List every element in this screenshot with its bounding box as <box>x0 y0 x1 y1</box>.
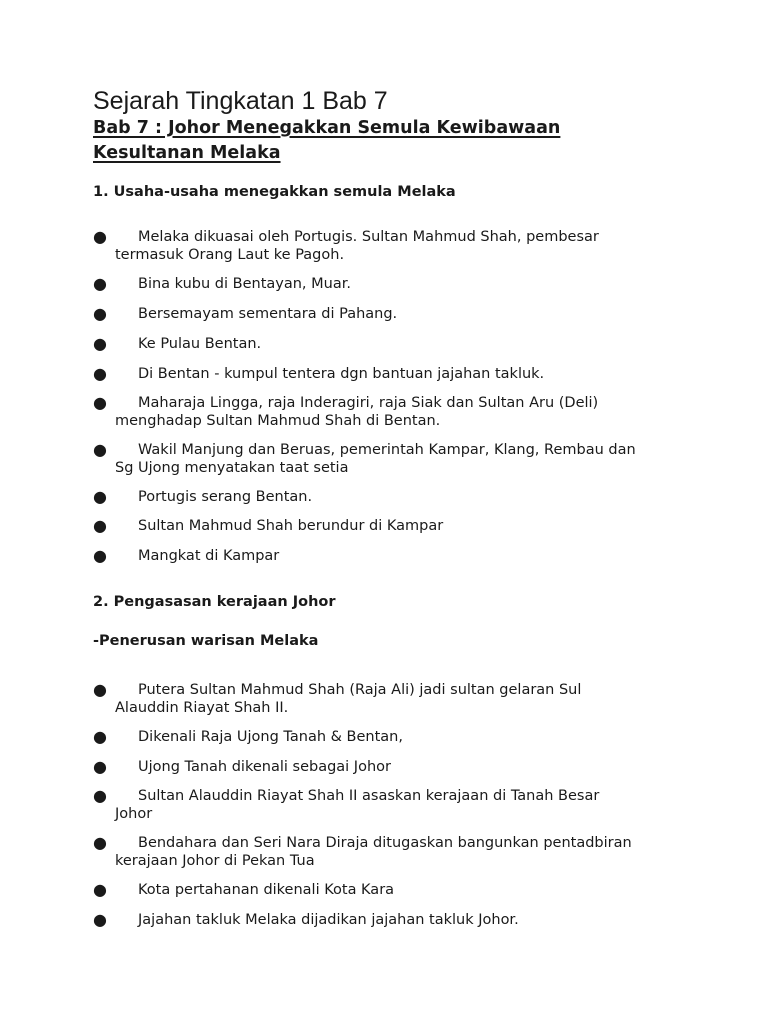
chapter-title-line1: Bab 7 : Johor Menegakkan Semula Kewibawaan <box>93 118 561 138</box>
list-item: ● Wakil Manjung dan Beruas, pemerintah Kampar, Klang, Rembau dan Sg Ujong menyatakan taat setia <box>93 440 636 476</box>
bullet-icon: ● <box>93 757 107 776</box>
document-title: Sejarah Tingkatan 1 Bab 7 <box>93 87 388 115</box>
list-item: ● Jajahan takluk Melaka dijadikan jajahan takluk Johor. <box>93 910 519 929</box>
list-item: ● Maharaja Lingga, raja Inderagiri, raja Siak dan Sultan Aru (Deli) menghadap Sultan Mahmud Shah di Bentan. <box>93 393 599 429</box>
bullet-icon: ● <box>93 440 107 459</box>
bullet-icon: ● <box>93 227 107 246</box>
bullet-icon: ● <box>93 910 107 929</box>
list-item: ● Dikenali Raja Ujong Tanah & Bentan, <box>93 727 403 746</box>
list-item: ● Bina kubu di Bentayan, Muar. <box>93 274 351 293</box>
bullet-icon: ● <box>93 680 107 699</box>
list-item: ● Di Bentan - kumpul tentera dgn bantuan jajahan takluk. <box>93 364 545 383</box>
list-item: ● Sultan Alauddin Riayat Shah II asaskan kerajaan di Tanah Besar Johor <box>93 786 600 822</box>
section2-subheading: -Penerusan warisan Melaka <box>93 633 319 649</box>
bullet-icon: ● <box>93 334 107 353</box>
bullet-icon: ● <box>93 786 107 805</box>
bullet-icon: ● <box>93 364 107 383</box>
list-item: ● Ujong Tanah dikenali sebagai Johor <box>93 757 391 776</box>
list-item: ● Bersemayam sementara di Pahang. <box>93 304 398 323</box>
list-item: ● Portugis serang Bentan. <box>93 487 313 506</box>
bullet-icon: ● <box>93 274 107 293</box>
bullet-icon: ● <box>93 880 107 899</box>
bullet-icon: ● <box>93 833 107 852</box>
list-item: ● Melaka dikuasai oleh Portugis. Sultan Mahmud Shah, pembesar termasuk Orang Laut ke Pagoh. <box>93 227 599 263</box>
bullet-icon: ● <box>93 546 107 565</box>
section2-heading: 2. Pengasasan kerajaan Johor <box>93 594 336 610</box>
bullet-icon: ● <box>93 487 107 506</box>
list-item: ● Kota pertahanan dikenali Kota Kara <box>93 880 395 899</box>
list-item: ● Putera Sultan Mahmud Shah (Raja Ali) jadi sultan gelaran Sul Alauddin Riayat Shah II. <box>93 680 582 716</box>
bullet-icon: ● <box>93 516 107 535</box>
bullet-icon: ● <box>93 304 107 323</box>
list-item: ● Sultan Mahmud Shah berundur di Kampar <box>93 516 444 535</box>
chapter-title-line2: Kesultanan Melaka <box>93 143 281 163</box>
list-item: ● Mangkat di Kampar <box>93 546 280 565</box>
list-item: ● Ke Pulau Bentan. <box>93 334 262 353</box>
section1-heading: 1. Usaha-usaha menegakkan semula Melaka <box>93 184 456 200</box>
chapter-title <box>93 116 653 166</box>
bullet-icon: ● <box>93 727 107 746</box>
bullet-icon: ● <box>93 393 107 412</box>
list-item: ● Bendahara dan Seri Nara Diraja ditugaskan bangunkan pentadbiran kerajaan Johor di Pekan Tua <box>93 833 632 869</box>
